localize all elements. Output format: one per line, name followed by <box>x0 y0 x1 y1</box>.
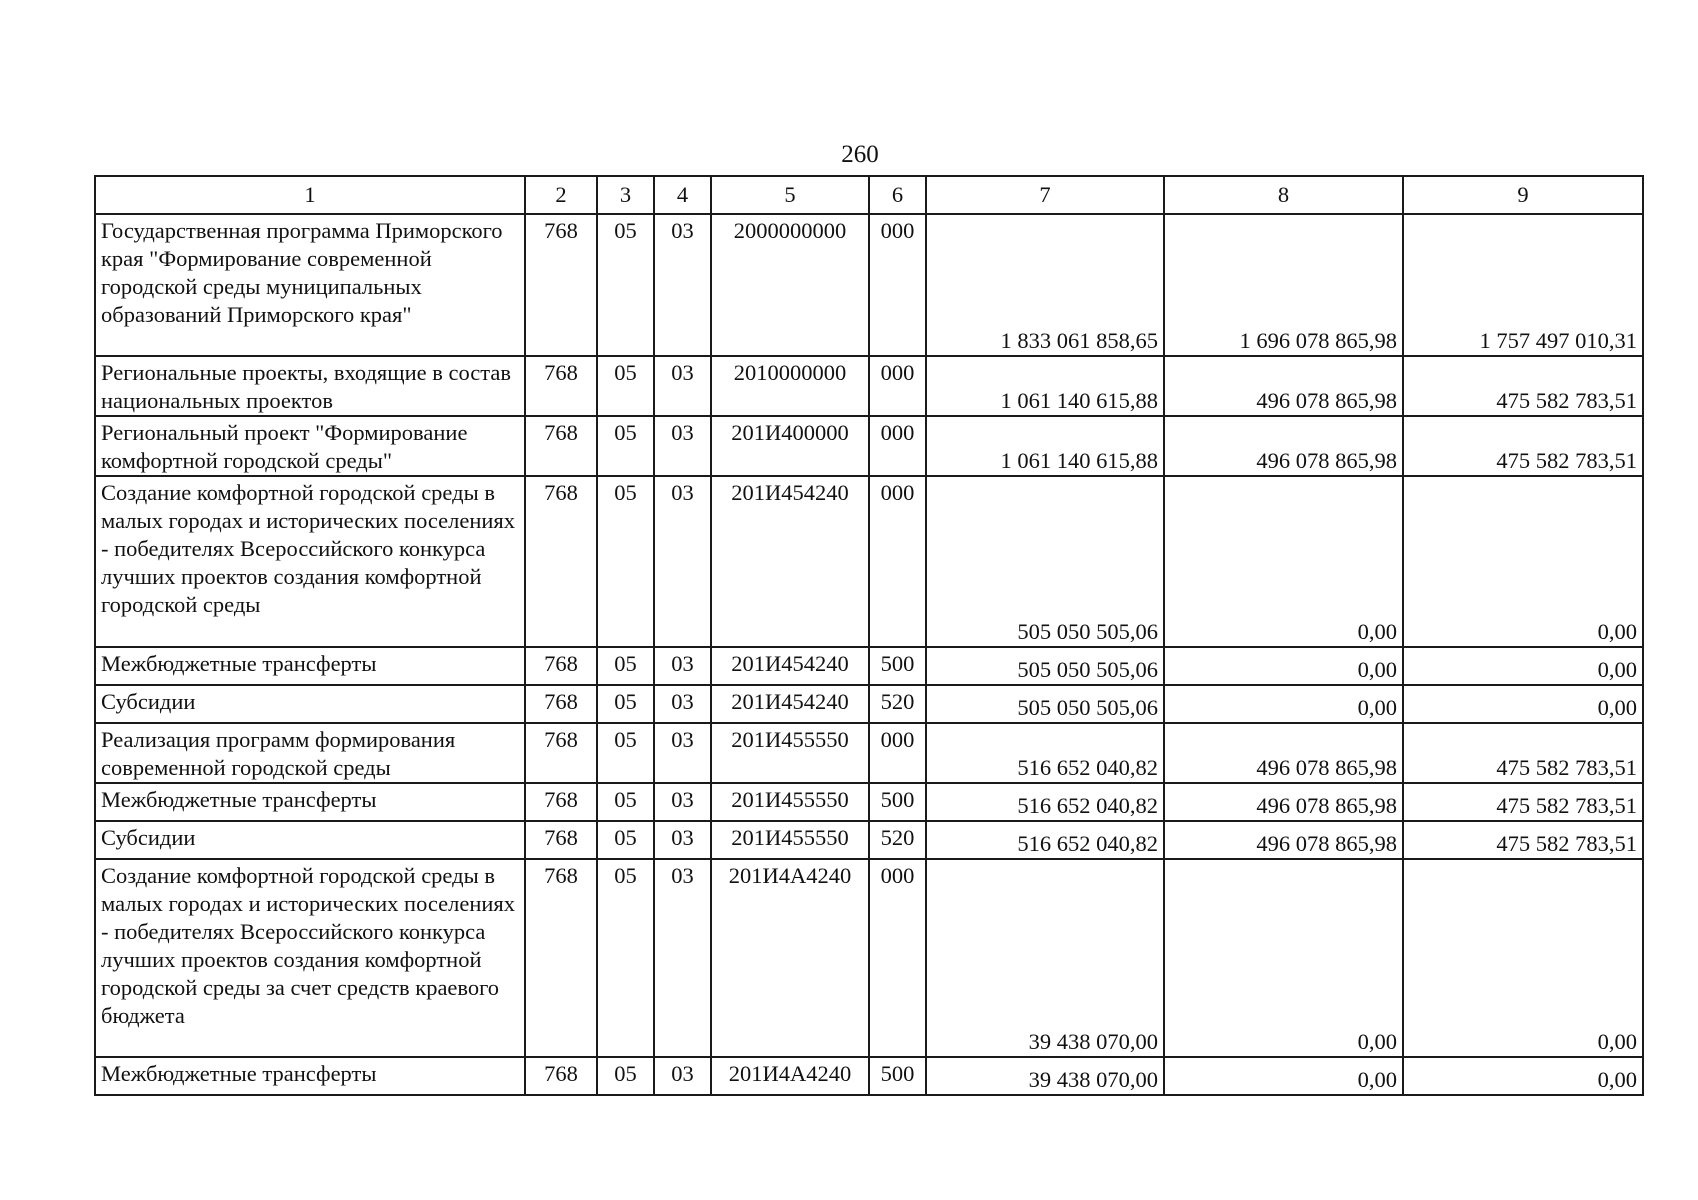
row-col-8: 0,00 <box>1164 1057 1403 1095</box>
column-header-4: 4 <box>654 176 711 214</box>
row-col-7: 39 438 070,00 <box>926 1057 1164 1095</box>
column-header-5: 5 <box>711 176 869 214</box>
row-col-4: 03 <box>654 214 711 356</box>
table-row <box>95 859 1643 1057</box>
row-col-3: 05 <box>597 214 654 356</box>
row-col-3: 05 <box>597 685 654 723</box>
row-col-6: 000 <box>869 214 926 356</box>
row-name: Создание комфортной городской среды в малых городах и исторических поселениях - победителях Всероссийского конкурса лучших проектов создания комфортной городской среды <box>95 476 525 647</box>
row-name: Создание комфортной городской среды в малых городах и исторических поселениях - победителях Всероссийского конкурса лучших проектов создания комфортной городской среды за счет средств краевого бюджета <box>95 859 525 1057</box>
row-col-9: 0,00 <box>1403 647 1643 685</box>
row-col-5: 201И454240 <box>711 476 869 647</box>
row-col-4: 03 <box>654 723 711 783</box>
row-col-5: 201И454240 <box>711 647 869 685</box>
row-name: Межбюджетные трансферты <box>95 1057 525 1095</box>
row-col-2: 768 <box>525 1057 597 1095</box>
row-name: Субсидии <box>95 821 525 859</box>
row-col-3: 05 <box>597 859 654 1057</box>
row-col-7: 516 652 040,82 <box>926 723 1164 783</box>
row-col-9: 475 582 783,51 <box>1403 416 1643 476</box>
row-col-6: 500 <box>869 783 926 821</box>
row-col-6: 000 <box>869 476 926 647</box>
table-row <box>95 783 1643 821</box>
column-header-3: 3 <box>597 176 654 214</box>
row-name: Межбюджетные трансферты <box>95 647 525 685</box>
row-col-9: 475 582 783,51 <box>1403 723 1643 783</box>
table-row <box>95 723 1643 783</box>
table-row <box>95 647 1643 685</box>
row-col-7: 505 050 505,06 <box>926 685 1164 723</box>
header-row <box>95 176 1643 214</box>
row-col-8: 0,00 <box>1164 859 1403 1057</box>
budget-table <box>94 175 1644 1096</box>
row-name: Реализация программ формирования современной городской среды <box>95 723 525 783</box>
row-col-7: 1 061 140 615,88 <box>926 356 1164 416</box>
row-col-5: 201И454240 <box>711 685 869 723</box>
row-col-9: 0,00 <box>1403 1057 1643 1095</box>
row-col-3: 05 <box>597 723 654 783</box>
row-col-5: 2000000000 <box>711 214 869 356</box>
table-row <box>95 214 1643 356</box>
table-row <box>95 416 1643 476</box>
row-col-3: 05 <box>597 647 654 685</box>
table-row <box>95 356 1643 416</box>
row-col-9: 1 757 497 010,31 <box>1403 214 1643 356</box>
row-col-4: 03 <box>654 476 711 647</box>
row-col-2: 768 <box>525 859 597 1057</box>
row-col-6: 000 <box>869 723 926 783</box>
row-col-8: 496 078 865,98 <box>1164 356 1403 416</box>
table-row <box>95 685 1643 723</box>
row-col-8: 0,00 <box>1164 685 1403 723</box>
row-col-7: 1 061 140 615,88 <box>926 416 1164 476</box>
table-row <box>95 1057 1643 1095</box>
row-col-5: 201И455550 <box>711 723 869 783</box>
row-col-7: 516 652 040,82 <box>926 821 1164 859</box>
row-col-2: 768 <box>525 356 597 416</box>
row-col-4: 03 <box>654 416 711 476</box>
row-col-2: 768 <box>525 783 597 821</box>
row-col-9: 475 582 783,51 <box>1403 821 1643 859</box>
row-col-5: 201И455550 <box>711 783 869 821</box>
column-header-7: 7 <box>926 176 1164 214</box>
row-col-6: 000 <box>869 356 926 416</box>
row-col-5: 2010000000 <box>711 356 869 416</box>
row-col-2: 768 <box>525 416 597 476</box>
row-col-2: 768 <box>525 647 597 685</box>
row-name: Межбюджетные трансферты <box>95 783 525 821</box>
row-col-9: 475 582 783,51 <box>1403 356 1643 416</box>
row-col-4: 03 <box>654 647 711 685</box>
table-row <box>95 476 1643 647</box>
row-col-4: 03 <box>654 356 711 416</box>
row-col-2: 768 <box>525 821 597 859</box>
row-col-8: 0,00 <box>1164 476 1403 647</box>
row-col-2: 768 <box>525 685 597 723</box>
row-col-3: 05 <box>597 356 654 416</box>
row-col-7: 505 050 505,06 <box>926 476 1164 647</box>
row-col-2: 768 <box>525 723 597 783</box>
row-col-4: 03 <box>654 685 711 723</box>
row-col-8: 496 078 865,98 <box>1164 821 1403 859</box>
row-name: Субсидии <box>95 685 525 723</box>
row-col-5: 201И4А4240 <box>711 1057 869 1095</box>
row-col-5: 201И455550 <box>711 821 869 859</box>
row-col-3: 05 <box>597 821 654 859</box>
row-name: Государственная программа Приморского края "Формирование современной городской среды муниципальных образований Приморского края" <box>95 214 525 356</box>
row-col-7: 516 652 040,82 <box>926 783 1164 821</box>
row-col-6: 520 <box>869 685 926 723</box>
row-col-2: 768 <box>525 214 597 356</box>
row-col-6: 000 <box>869 859 926 1057</box>
row-col-7: 505 050 505,06 <box>926 647 1164 685</box>
row-col-8: 496 078 865,98 <box>1164 416 1403 476</box>
row-name: Региональный проект "Формирование комфортной городской среды" <box>95 416 525 476</box>
page-number: 260 <box>841 141 879 168</box>
row-col-3: 05 <box>597 783 654 821</box>
row-col-3: 05 <box>597 476 654 647</box>
row-col-4: 03 <box>654 821 711 859</box>
row-col-3: 05 <box>597 1057 654 1095</box>
column-header-8: 8 <box>1164 176 1403 214</box>
row-col-8: 1 696 078 865,98 <box>1164 214 1403 356</box>
row-col-5: 201И400000 <box>711 416 869 476</box>
row-col-8: 0,00 <box>1164 647 1403 685</box>
row-col-8: 496 078 865,98 <box>1164 723 1403 783</box>
row-col-9: 0,00 <box>1403 859 1643 1057</box>
row-col-6: 520 <box>869 821 926 859</box>
row-col-9: 0,00 <box>1403 685 1643 723</box>
row-col-3: 05 <box>597 416 654 476</box>
column-header-9: 9 <box>1403 176 1643 214</box>
row-col-7: 1 833 061 858,65 <box>926 214 1164 356</box>
row-col-9: 475 582 783,51 <box>1403 783 1643 821</box>
row-col-4: 03 <box>654 859 711 1057</box>
row-col-6: 500 <box>869 1057 926 1095</box>
row-col-4: 03 <box>654 1057 711 1095</box>
row-col-7: 39 438 070,00 <box>926 859 1164 1057</box>
row-col-8: 496 078 865,98 <box>1164 783 1403 821</box>
column-header-1: 1 <box>95 176 525 214</box>
row-col-5: 201И4А4240 <box>711 859 869 1057</box>
table-row <box>95 821 1643 859</box>
row-col-6: 000 <box>869 416 926 476</box>
column-header-2: 2 <box>525 176 597 214</box>
row-col-6: 500 <box>869 647 926 685</box>
column-header-6: 6 <box>869 176 926 214</box>
row-col-4: 03 <box>654 783 711 821</box>
row-col-9: 0,00 <box>1403 476 1643 647</box>
row-col-2: 768 <box>525 476 597 647</box>
row-name: Региональные проекты, входящие в состав национальных проектов <box>95 356 525 416</box>
